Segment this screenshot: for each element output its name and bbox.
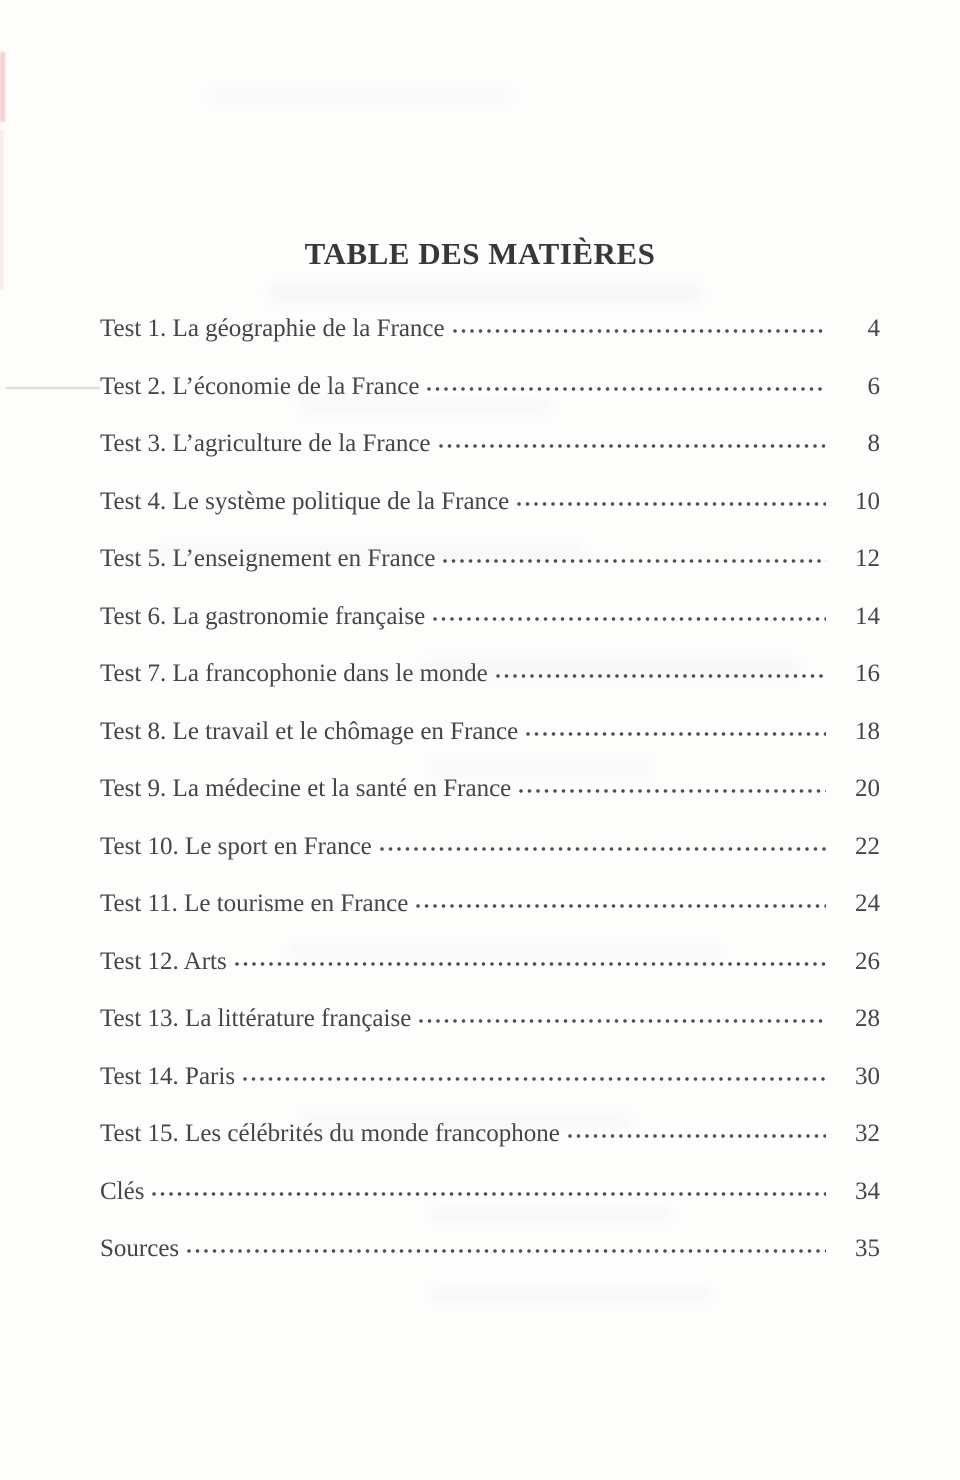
toc-list (100, 314, 880, 1264)
toc-entry-label: Test 11. Le tourisme en France (100, 890, 409, 917)
toc-entry-page-number: 10 (855, 487, 880, 515)
toc-entry-label: Test 2. L’économie de la France (100, 372, 420, 400)
toc-entry-label: Test 14. Paris (100, 1062, 236, 1090)
dot-leader (243, 1077, 826, 1081)
dot-leader (443, 559, 826, 563)
toc-entry (100, 602, 880, 632)
scan-artifact (0, 52, 5, 122)
toc-entry-label: Test 10. Le sport en France (100, 832, 372, 860)
dot-leader (496, 674, 826, 678)
toc-entry-page-number: 6 (867, 372, 880, 400)
toc-entry-page-number: 12 (855, 545, 880, 572)
toc-entry-page-number: 28 (855, 1005, 880, 1032)
dot-leader (433, 617, 826, 621)
toc-entry-label: Test 9. La médecine et la santé en France (100, 775, 512, 802)
toc-entry (100, 947, 880, 977)
toc-entry (100, 429, 880, 459)
toc-entry-label: Sources (100, 1235, 180, 1262)
toc-entry-page-number: 22 (855, 832, 880, 860)
toc-entry-page-number: 16 (855, 660, 880, 687)
toc-entry (100, 1062, 880, 1092)
scan-artifact (0, 130, 3, 290)
toc-entry-page-number: 24 (855, 890, 880, 917)
toc-entry-page-number: 34 (855, 1177, 880, 1205)
scan-artifact (270, 283, 700, 303)
scan-artifact (6, 387, 100, 389)
toc-entry-label: Test 8. Le travail et le chômage en France (100, 717, 519, 745)
toc-entry-label: Test 5. L’enseignement en France (100, 545, 436, 572)
toc-entry-page-number: 18 (855, 717, 880, 745)
dot-leader (187, 1249, 826, 1253)
toc-entry (100, 1119, 880, 1149)
toc-entry-page-number: 4 (867, 315, 880, 342)
dot-leader (152, 1192, 826, 1196)
toc-entry-label: Test 13. La littérature française (100, 1005, 412, 1032)
toc-entry (100, 659, 880, 689)
toc-entry-label: Test 1. La géographie de la France (100, 315, 445, 342)
dot-leader (235, 962, 826, 966)
toc-entry-page-number: 32 (855, 1120, 880, 1147)
dot-leader (427, 387, 826, 391)
dot-leader (416, 904, 826, 908)
toc-entry-page-number: 30 (855, 1062, 880, 1090)
toc-entry (100, 1004, 880, 1034)
toc-entry-label: Clés (100, 1177, 145, 1205)
scan-artifact (430, 1287, 710, 1300)
toc-entry (100, 889, 880, 919)
toc-entry-page-number: 26 (855, 947, 880, 975)
dot-leader (439, 444, 826, 448)
toc-entry (100, 832, 880, 862)
toc-entry-label: Test 7. La francophonie dans le monde (100, 660, 488, 687)
dot-leader (519, 789, 826, 793)
dot-leader (517, 502, 826, 506)
dot-leader (568, 1134, 826, 1138)
dot-leader (453, 329, 826, 333)
toc-entry-label: Test 6. La gastronomie française (100, 602, 426, 630)
toc-entry-label: Test 12. Arts (100, 947, 227, 975)
toc-entry-label: Test 3. L’agriculture de la France (100, 430, 431, 457)
dot-leader (380, 847, 826, 851)
toc-entry (100, 544, 880, 574)
toc-entry (100, 1234, 880, 1264)
toc-entry-page-number: 14 (855, 602, 880, 630)
toc-entry-page-number: 20 (855, 775, 880, 802)
dot-leader (419, 1019, 826, 1023)
dot-leader (526, 732, 826, 736)
toc-entry (100, 372, 880, 402)
toc-entry (100, 1177, 880, 1207)
page-title: TABLE DES MATIÈRES (304, 236, 656, 271)
toc-entry-label: Test 4. Le système politique de la France (100, 487, 510, 515)
toc-entry-label: Test 15. Les célébrités du monde francophone (100, 1120, 560, 1147)
toc-entry (100, 717, 880, 747)
toc-entry-page-number: 8 (867, 430, 880, 457)
toc-entry (100, 774, 880, 804)
toc-entry-page-number: 35 (855, 1235, 880, 1262)
toc-entry (100, 314, 880, 344)
toc-entry (100, 487, 880, 517)
